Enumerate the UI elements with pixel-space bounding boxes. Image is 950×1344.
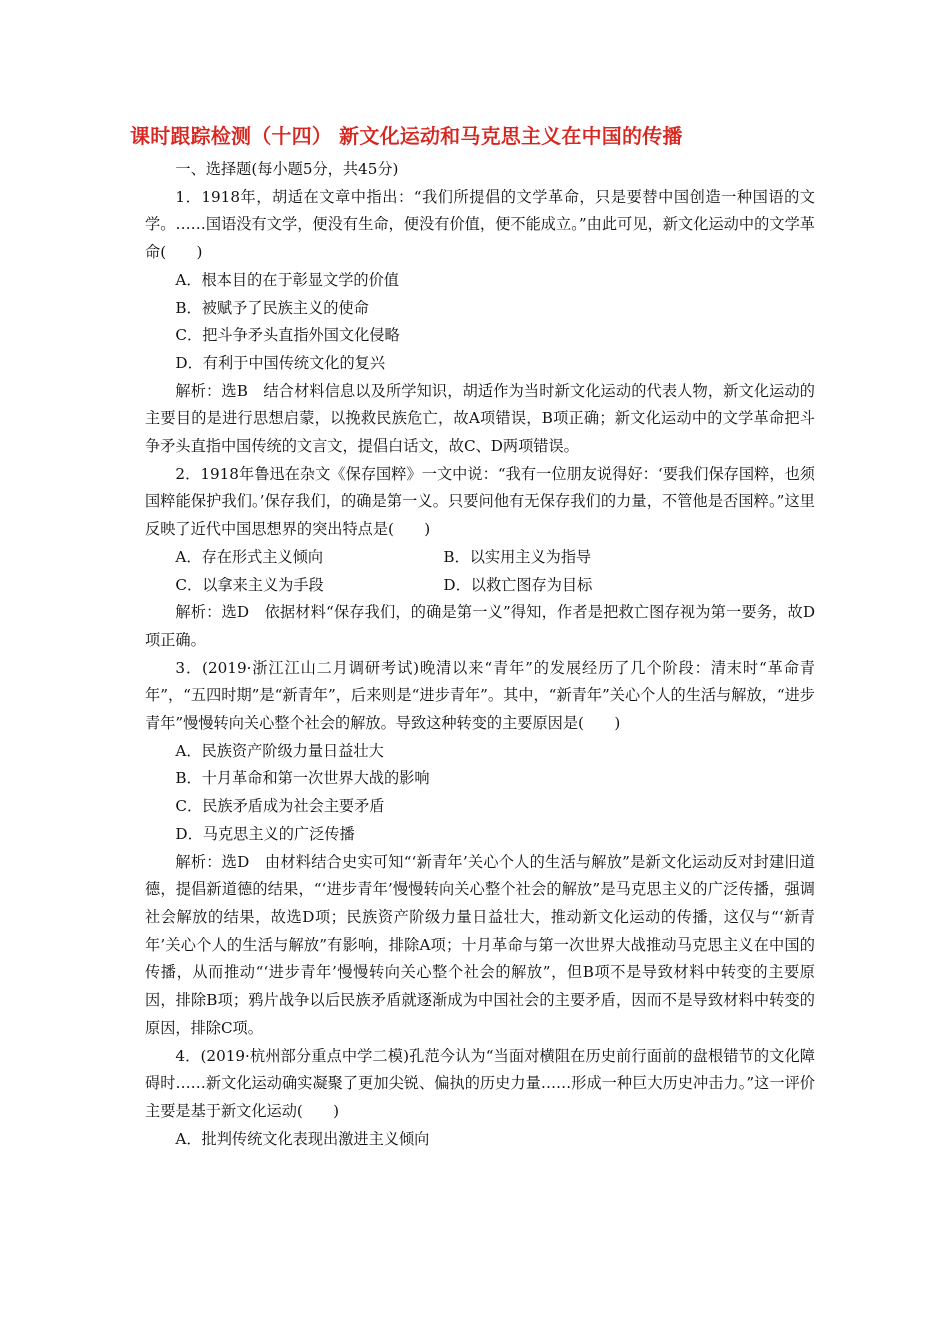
question-2-option-a: A．存在形式主义倾向 [175,547,324,566]
question-4-option-a: A．批判传统文化表现出激进主义倾向 [175,1129,430,1148]
question-1-option-d: D．有利于中国传统文化的复兴 [175,353,386,372]
question-2-option-d: D．以救亡图存为目标 [443,575,593,594]
question-1-option-b: B．被赋予了民族主义的使命 [175,298,369,317]
question-1-option-a: A．根本目的在于彰显文学的价值 [175,270,399,289]
page-title: 课时跟踪检测（十四） 新文化运动和马克思主义在中国的传播 [130,124,683,148]
question-2-options-row-1 [145,544,815,572]
section-heading: 一、选择题(每小题5分，共45分) [175,160,399,178]
question-2-option-b: B．以实用主义为指导 [443,547,592,566]
question-3-analysis: 解析：选D 由材料结合史实可知“‘新青年’关心个人的生活与解放”是新文化运动反对封建旧道德，提倡新道德的结果，“‘进步青年’慢慢转向关心整个社会的解放”是马克思主义的广泛传播，强调社会解放的结果，故选D项；民族资产阶级力量日益壮大，推动新文化运动的传播，这仅与“‘新青年’关心个人的生活与解放”有影响，排除A项；十月革命与第一次世界大战推动马克思主义在中国的传播，从而推动“‘进步青年’慢慢转向关心整个社会的解放”，但B项不是导致材料中转变的主要原因，排除B项；鸦片战争以后民族矛盾就逐渐成为中国社会的主要矛盾，因而不是导致材料中转变的原因，排除C项。 [145,852,815,1037]
question-3-option-d: D．马克思主义的广泛传播 [175,824,355,843]
document-body [145,156,815,1153]
question-4-stem: 4．(2019·杭州部分重点中学二模)孔范今认为“当面对横阻在历史前行面前的盘根错节的文化障碍时……新文化运动确实凝聚了更加尖锐、偏执的历史力量……形成一种巨大历史冲击力。”这一评价主要是基于新文化运动( ) [145,1046,815,1120]
question-2-stem: 2．1918年鲁迅在杂文《保存国粹》一文中说：“我有一位朋友说得好：‘要我们保存国粹，也须国粹能保护我们。’保存我们，的确是第一义。只要问他有无保存我们的力量，不管他是否国粹。”这里反映了近代中国思想界的突出特点是( ) [145,464,815,539]
question-3-stem: 3．(2019·浙江江山二月调研考试)晚清以来“青年”的发展经历了几个阶段：清末时“革命青年”，“五四时期”是“新青年”，后来则是“进步青年”。其中，“新青年”关心个人的生活与解放，“进步青年”慢慢转向关心整个社会的解放。导致这种转变的主要原因是( ) [145,658,815,733]
question-3-option-b: B．十月革命和第一次世界大战的影响 [175,769,430,788]
question-1-analysis: 解析：选B 结合材料信息以及所学知识，胡适作为当时新文化运动的代表人物，新文化运动的主要目的是进行思想启蒙，以挽救民族危亡，故A项错误，B项正确；新文化运动中的文学革命把斗争矛头直指中国传统的文言文，提倡白话文，故C、D两项错误。 [145,381,815,456]
question-3-option-a: A．民族资产阶级力量日益壮大 [175,741,384,760]
question-1-stem: 1．1918年，胡适在文章中指出：“我们所提倡的文学革命，只是要替中国创造一种国语的文学。……国语没有文学，便没有生命，便没有价值，便不能成立。”由此可见，新文化运动中的文学革命( ) [145,187,815,262]
question-2-options-row-2 [145,572,815,600]
question-2-analysis: 解析：选D 依据材料“保存我们，的确是第一义”得知，作者是把救亡图存视为第一要务，故D项正确。 [145,603,815,649]
question-1-option-c: C．把斗争矛头直指外国文化侵略 [175,326,400,345]
question-2-option-c: C．以拿来主义为手段 [175,575,324,594]
question-3-option-c: C．民族矛盾成为社会主要矛盾 [175,797,385,816]
